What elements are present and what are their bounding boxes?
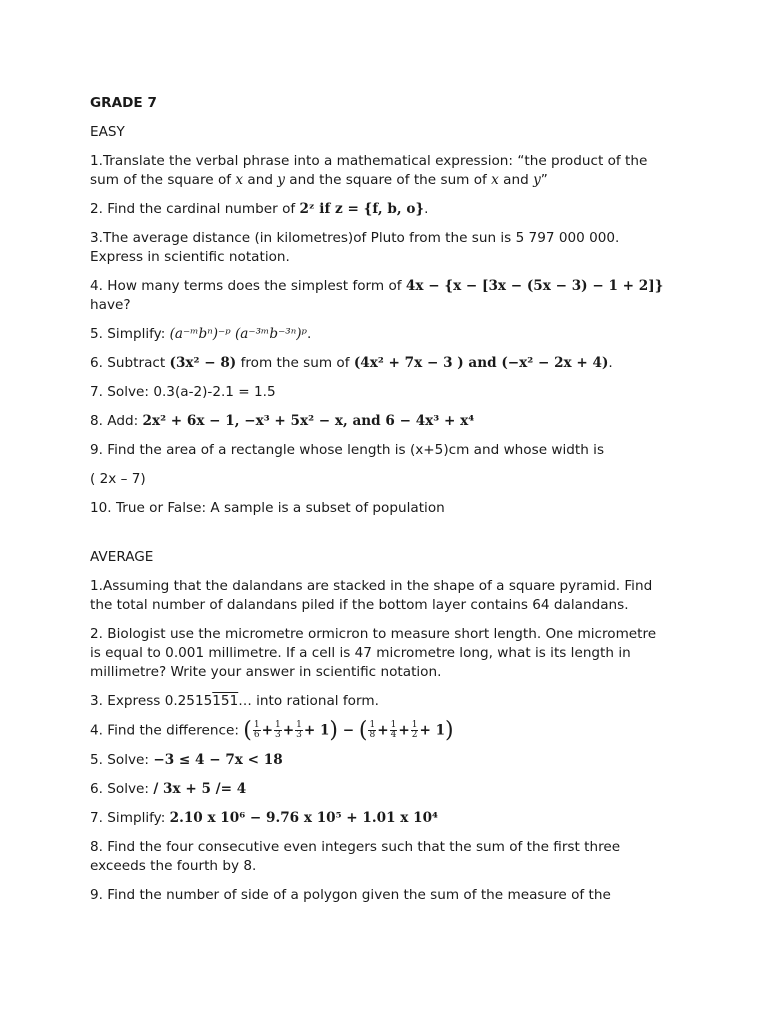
average-q4-one-a: 1 [319,722,330,739]
easy-q1-var-x2: x [491,172,499,188]
average-q8-line2: exceeds the fourth by 8. [90,857,257,874]
average-q3-prefix: 3. Express 0.2515 [90,693,213,709]
section-easy-heading: EASY [90,124,125,140]
easy-q1-line1: 1.Translate the verbal phrase into a mathematical expression: “the product of the [90,153,648,169]
easy-q1-and2: and [498,172,534,188]
average-q3-suffix: … into rational form. [238,693,379,709]
easy-q8-math: 2x² + 6x − 1, −x³ + 5x² − x, and 6 − 4x³ + x⁴ [142,413,475,429]
easy-q6-end: . [608,355,613,371]
average-q2-line1: 2. Biologist use the micrometre ormicron to measure short length. One micrometre [90,626,657,642]
easy-q6-math1: (3x² − 8) [169,355,237,371]
average-q8-line1: 8. Find the four consecutive even integers such that the sum of the first three [90,838,621,855]
easy-question-9-line1: 9. Find the area of a rectangle whose length is (x+5)cm and whose width is [90,442,605,458]
easy-q6-mid: from the sum of [236,355,354,371]
easy-q1-text-a: sum of the square of [90,172,236,188]
average-q4-close-paren-a: ) [329,718,339,743]
easy-q1-var-y2: y [533,172,541,188]
average-question-1 [90,577,690,615]
average-q4-open-paren-a: ( [243,718,252,743]
average-q4-one-b: 1 [435,722,446,739]
average-question-5 [90,751,690,770]
easy-q1-end: ” [540,172,548,188]
average-q2-line2: is equal to 0.001 millimetre. If a cell is 47 micrometre long, what is its length in [90,645,631,661]
average-q6-math: / 3x + 5 /= 4 [153,780,247,797]
easy-question-8 [90,412,690,431]
average-question-4: 4. Find the difference: ( $\frac{1}{6}$ + $\frac{1}{3}$ + $\frac{1}{3}$ + 1) − ( $\frac{1}{8}$ + $\frac{1}{4}$ + $\frac{1}{2}$ + 1) [90,718,454,743]
average-q4-open-paren-b: ( [358,718,368,743]
easy-q1-var-y1: y [277,172,285,188]
easy-question-4 [90,277,690,315]
easy-q2-math: 2ᶻ if z = {f, b, o} [299,201,425,217]
easy-question-1 [90,152,690,190]
average-q3-repeating-digits: 151 [212,693,239,709]
average-question-6 [90,780,690,799]
average-question-3 [90,692,690,711]
average-q4-close-paren-b: ) [445,718,454,743]
easy-question-7: 7. Solve: 0.3(a-2)-2.1 = 1.5 [90,384,276,400]
easy-q4-math: 4x − {x − [3x − (5x − 3) − 1 + 2]} [405,278,664,294]
section-spacer [90,528,690,548]
document-content [90,94,690,915]
average-q4-frac-a0: $\frac{1}{6}$ [253,720,260,740]
average-q2-line3: millimetre? Write your answer in scientific notation. [90,664,442,680]
easy-question-10: 10. True or False: A sample is a subset of population [90,500,445,516]
easy-q6-text: 6. Subtract [90,355,170,371]
average-question-9: 9. Find the number of side of a polygon given the sum of the measure of the [90,886,611,903]
easy-q3-line1: 3.The average distance (in kilometres)of Pluto from the sun is 5 797 000 000. [90,230,620,246]
easy-q1-line2 [90,171,690,190]
easy-question-9-line2: ( 2x – 7) [90,471,146,487]
easy-q1-var-x1: x [235,172,244,188]
easy-q4-text: 4. How many terms does the simplest form of [90,278,406,294]
easy-q4-end: have? [90,297,131,313]
average-question-8 [90,838,690,876]
easy-q3-line2: Express in scientific notation. [90,249,290,265]
easy-question-6 [90,354,690,373]
average-q6-text: 6. Solve: [90,780,154,797]
average-q1-line1: 1.Assuming that the dalandans are stacked in the shape of a square pyramid. Find [90,578,653,594]
section-average-heading: AVERAGE [90,549,154,565]
average-q5-text: 5. Solve: [90,751,154,768]
average-q1-line2: the total number of dalandans piled if the bottom layer contains 64 dalandans. [90,597,629,613]
easy-q5-end: . [306,326,312,342]
easy-q8-text: 8. Add: [90,413,143,429]
average-q4-frac-b1: $\frac{1}{4}$ [390,720,397,740]
average-q4-frac-b2: $\frac{1}{2}$ [411,720,418,740]
easy-q5-math: (a⁻ᵐbⁿ)⁻ᵖ (a⁻³ᵐb⁻³ⁿ)ᵖ [169,326,307,342]
average-question-7 [90,809,690,828]
grade-heading: GRADE 7 [90,95,157,111]
easy-q6-math2: (4x² + 7x − 3 ) and (−x² − 2x + 4) [353,355,609,371]
easy-q2-end: . [424,201,429,217]
easy-question-3 [90,229,690,267]
average-q5-math: −3 ≤ 4 − 7x < 18 [153,751,283,768]
easy-q2-text: 2. Find the cardinal number of [90,201,300,217]
average-q4-frac-b0: $\frac{1}{8}$ [369,720,376,740]
easy-q5-text: 5. Simplify: [90,326,170,342]
average-q7-text: 7. Simplify: [90,809,170,826]
average-q4-frac-a1: $\frac{1}{3}$ [274,720,281,740]
easy-question-2 [90,200,690,219]
average-q7-math: 2.10 x 10⁶ − 9.76 x 10⁵ + 1.01 x 10⁴ [169,809,438,826]
easy-q1-text-b: and the square of the sum of [284,172,492,188]
average-q4-text: 4. Find the difference: [90,722,244,739]
average-q4-frac-a2: $\frac{1}{3}$ [296,720,302,740]
average-question-2 [90,625,690,682]
easy-question-5 [90,325,690,344]
easy-q1-and1: and [243,172,278,188]
